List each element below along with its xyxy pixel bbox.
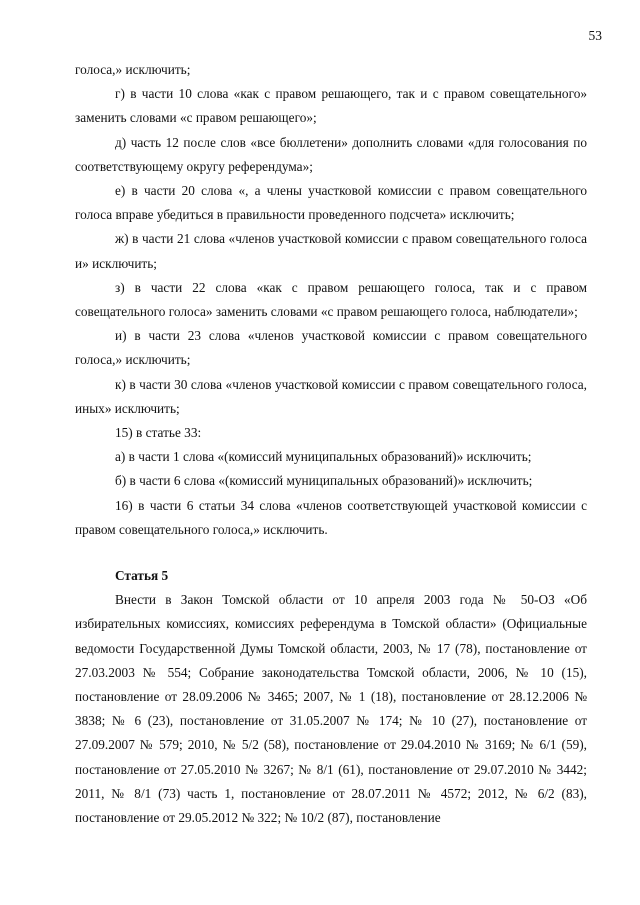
page-number: 53 [588, 28, 602, 43]
paragraph-i: и) в части 23 слова «членов участковой комиссии с правом совещательного голоса,» исключить; [75, 328, 587, 368]
paragraph-zh: ж) в части 21 слова «членов участковой комиссии с правом совещательного голоса и» исключить; [75, 231, 587, 271]
paragraph-16: 16) в части 6 статьи 34 слова «членов соответствующей участковой комиссии с правом совещательного голоса,» исключить. [75, 497, 587, 537]
document-body [75, 58, 587, 830]
paragraph-15: 15) в статье 33: [115, 425, 202, 441]
paragraph-e: е) в части 20 слова «, а члены участковой комиссии с правом совещательного голоса вправе убедиться в правильности проведенного подсчета» исключить; [75, 183, 587, 223]
article-text: Внести в Закон Томской области от 10 апреля 2003 года № 50-ОЗ «Об избирательных комиссиях, комиссиях референдума в Томской области» (Официальные ведомости Государственной Думы Томской области, 2003, № 17 (78), постановление от 27.03.2003 № 554; Собрание законодательства Томской области, 2006, № 10 (15), постановление от 28.09.2006 № 3465; 2007, № 1 (18), постановление от 28.12.2006 № 3838; № 6 (23), постановление от 31.05.2007 № 174; № 10 (27), постановление от 27.09.2007 № 579; 2010, № 5/2 (58), постановление от 29.04.2010 № 3169; № 6/1 (59), постановление от 27.05.2010 № 3267; № 8/1 (61), постановление от 29.07.2010 № 3442; 2011, № 8/1 (73) часть 1, постановление от 28.07.2011 № 4572; 2012, № 6/2 (83), постановление от 29.05.2012 № 322; № 10/2 (87), постановление [75, 592, 587, 826]
paragraph-k: к) в части 30 слова «членов участковой комиссии с правом совещательного голоса, иных» исключить; [75, 376, 587, 416]
paragraph-z: з) в части 22 слова «как с правом решающего голоса, так и с правом совещательного голоса» заменить словами «с правом решающего голоса, наблюдатели»; [75, 279, 587, 320]
paragraph-continuation: голоса,» исключить; [75, 62, 191, 77]
paragraph-15-a: а) в части 1 слова «(комиссий муниципальных образований)» исключить; [115, 449, 532, 465]
paragraph-g: г) в части 10 слова «как с правом решающего, так и с правом совещательного» заменить словами «с правом решающего»; [75, 86, 587, 126]
paragraph-15-b: б) в части 6 слова «(комиссий муниципальных образований)» исключить; [115, 473, 533, 489]
article-heading: Статья 5 [115, 568, 169, 584]
paragraph-d: д) часть 12 после слов «все бюллетени» дополнить словами «для голосования по соответствующему округу референдума»; [75, 134, 587, 174]
